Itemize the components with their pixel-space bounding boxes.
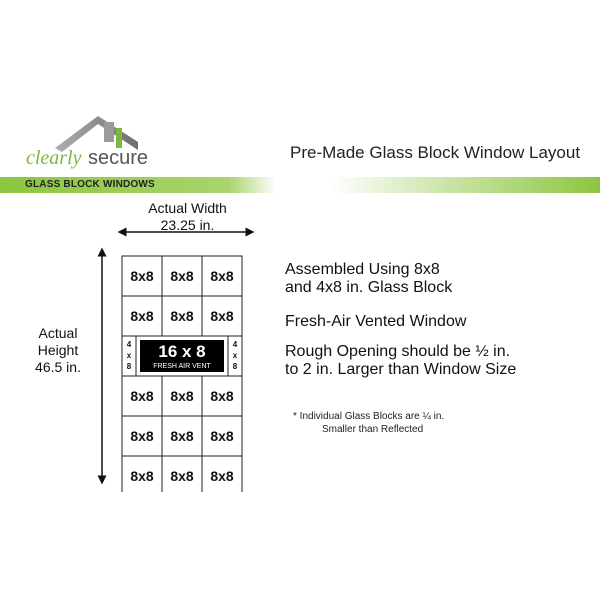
- side-block-right-char-1: x: [232, 351, 238, 360]
- assembly-info: [285, 261, 575, 297]
- height-label-line2: Height: [37, 342, 79, 358]
- side-block-right-char-0: 4: [232, 340, 238, 349]
- glass-block-label: 8x8: [170, 308, 194, 324]
- side-block-left-char-2: 8: [126, 362, 132, 371]
- width-label-text: Actual Width: [148, 200, 227, 216]
- rough-opening-info: [285, 343, 585, 379]
- glass-block-label: 8x8: [170, 468, 194, 484]
- glass-block-label: 8x8: [130, 308, 154, 324]
- glass-block-label: 8x8: [210, 468, 234, 484]
- side-block-right-char-2: 8: [232, 362, 238, 371]
- brand-word-1: clearly: [26, 147, 82, 169]
- glass-block-label: 8x8: [170, 388, 194, 404]
- side-block-left-char-1: x: [126, 351, 132, 360]
- glass-block-label: 8x8: [130, 428, 154, 444]
- page-title: Pre-Made Glass Block Window Layout: [290, 143, 581, 162]
- info-line-2: and 4x8 in. Glass Block: [285, 279, 453, 296]
- glass-block-label: 8x8: [210, 268, 234, 284]
- glass-block-label: 8x8: [170, 428, 194, 444]
- brand-word-2: secure: [88, 147, 149, 169]
- glass-block-label: 8x8: [170, 268, 194, 284]
- vent-text-label: FRESH AIR VENT: [153, 363, 211, 370]
- glass-block-label: 8x8: [130, 268, 154, 284]
- height-value-text: 46.5 in.: [35, 359, 81, 375]
- glass-block-label: 8x8: [210, 388, 234, 404]
- vent-size-label: 16 x 8: [158, 342, 206, 361]
- glass-block-label: 8x8: [130, 468, 154, 484]
- side-block-left-char-0: 4: [126, 340, 132, 349]
- vent-info: Fresh-Air Vented Window: [285, 313, 467, 330]
- glass-block-label: 8x8: [130, 388, 154, 404]
- window-layout-svg: [92, 222, 262, 492]
- height-dimension-label: [18, 325, 98, 376]
- window-diagram: [92, 222, 262, 492]
- info-line-4: Rough Opening should be ½ in.: [285, 343, 511, 360]
- info-line-1: Assembled Using 8x8: [285, 261, 440, 278]
- footnote-line-1: * Individual Glass Blocks are ¼ in.: [293, 411, 445, 422]
- width-value-text: 23.25 in.: [160, 217, 215, 233]
- brand-tagline: GLASS BLOCK WINDOWS: [25, 179, 155, 190]
- footnote: [293, 410, 444, 436]
- info-line-5: to 2 in. Larger than Window Size: [285, 361, 517, 378]
- footnote-line-2: Smaller than Reflected: [322, 424, 424, 435]
- glass-block-label: 8x8: [210, 428, 234, 444]
- height-label-line1: Actual: [38, 325, 78, 341]
- glass-block-label: 8x8: [210, 308, 234, 324]
